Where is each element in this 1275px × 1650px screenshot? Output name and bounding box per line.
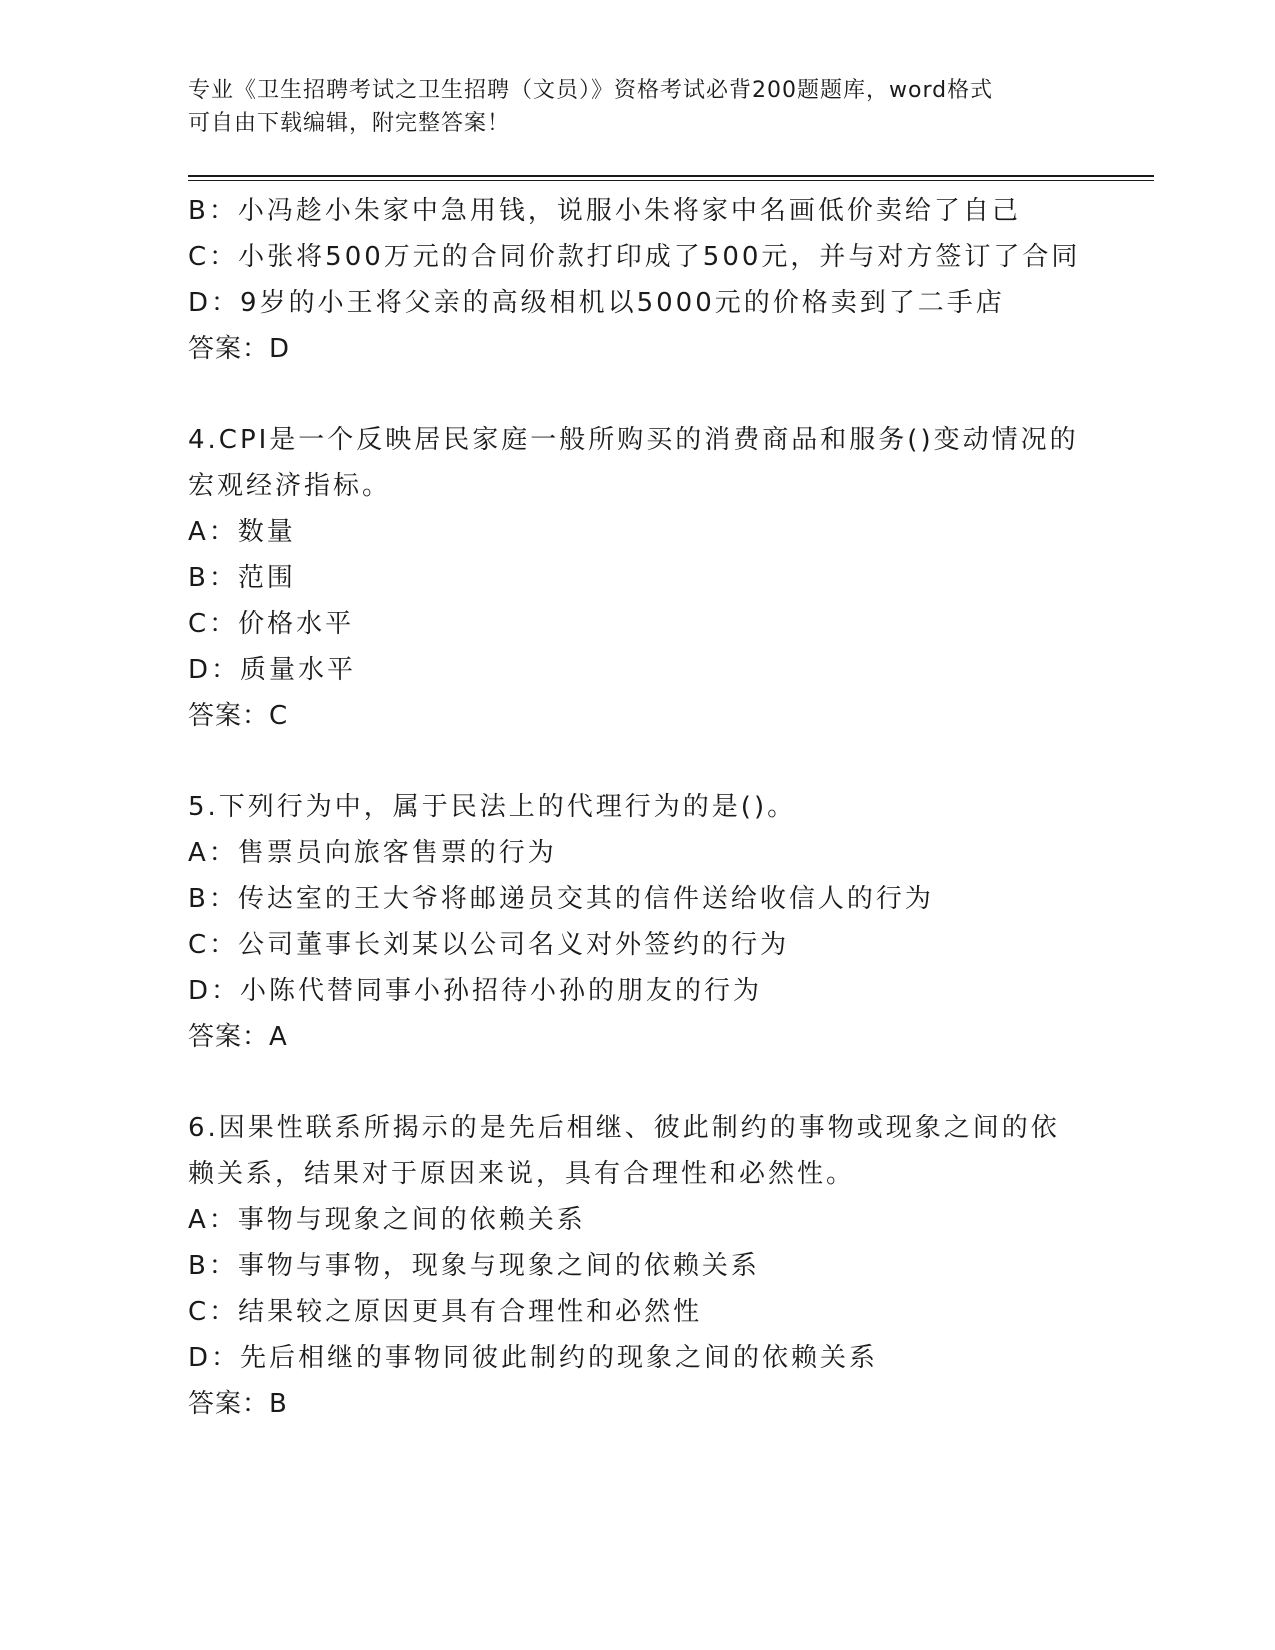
option-c: C：价格水平 xyxy=(188,609,355,639)
header-divider-thin xyxy=(188,180,1154,181)
header-title-line-1: 专业《卫生招聘考试之卫生招聘（文员）》资格考试必背200题题库，word格式 xyxy=(188,78,994,103)
option-c: C：结果较之原因更具有合理性和必然性 xyxy=(188,1297,703,1327)
option-c: C：小张将500万元的合同价款打印成了500元，并与对方签订了合同 xyxy=(188,242,1081,272)
option-b: B：小冯趁小朱家中急用钱，说服小朱将家中名画低价卖给了自己 xyxy=(188,196,1021,226)
answer-label: 答案：D xyxy=(188,334,291,364)
option-d: D：先后相继的事物同彼此制约的现象之间的依赖关系 xyxy=(188,1343,879,1373)
spacer xyxy=(188,372,1154,417)
question-content xyxy=(188,188,1154,1427)
option-c: C：公司董事长刘某以公司名义对外签约的行为 xyxy=(188,930,790,960)
answer-label: 答案：C xyxy=(188,701,289,731)
question-5 xyxy=(188,784,1154,1060)
spacer xyxy=(188,1060,1154,1105)
spacer xyxy=(188,739,1154,784)
question-stem-line: 4.CPI是一个反映居民家庭一般所购买的消费商品和服务()变动情况的 xyxy=(188,425,1079,455)
option-d: D：9岁的小王将父亲的高级相机以5000元的价格卖到了二手店 xyxy=(188,288,1005,318)
answer-label: 答案：B xyxy=(188,1389,288,1419)
option-d: D：质量水平 xyxy=(188,655,357,685)
question-4 xyxy=(188,417,1154,739)
option-b: B：范围 xyxy=(188,563,296,593)
option-a: A：售票员向旅客售票的行为 xyxy=(188,838,557,868)
option-b: B：传达室的王大爷将邮递员交其的信件送给收信人的行为 xyxy=(188,884,934,914)
option-a: A：数量 xyxy=(188,517,296,547)
page-header xyxy=(188,74,1088,140)
question-stem-line: 5.下列行为中，属于民法上的代理行为的是()。 xyxy=(188,792,797,822)
option-d: D：小陈代替同事小孙招待小孙的朋友的行为 xyxy=(188,976,763,1006)
header-divider-thick xyxy=(188,175,1154,177)
question-6 xyxy=(188,1105,1154,1427)
question-3-continued xyxy=(188,188,1154,372)
answer-label: 答案：A xyxy=(188,1022,288,1052)
question-stem-line: 6.因果性联系所揭示的是先后相继、彼此制约的事物或现象之间的依 xyxy=(188,1113,1060,1143)
option-a: A：事物与现象之间的依赖关系 xyxy=(188,1205,586,1235)
question-stem-line: 赖关系，结果对于原因来说，具有合理性和必然性。 xyxy=(188,1159,856,1189)
question-stem-line: 宏观经济指标。 xyxy=(188,471,392,501)
option-b: B：事物与事物，现象与现象之间的依赖关系 xyxy=(188,1251,760,1281)
header-title-line-2: 可自由下载编辑，附完整答案！ xyxy=(188,111,511,136)
